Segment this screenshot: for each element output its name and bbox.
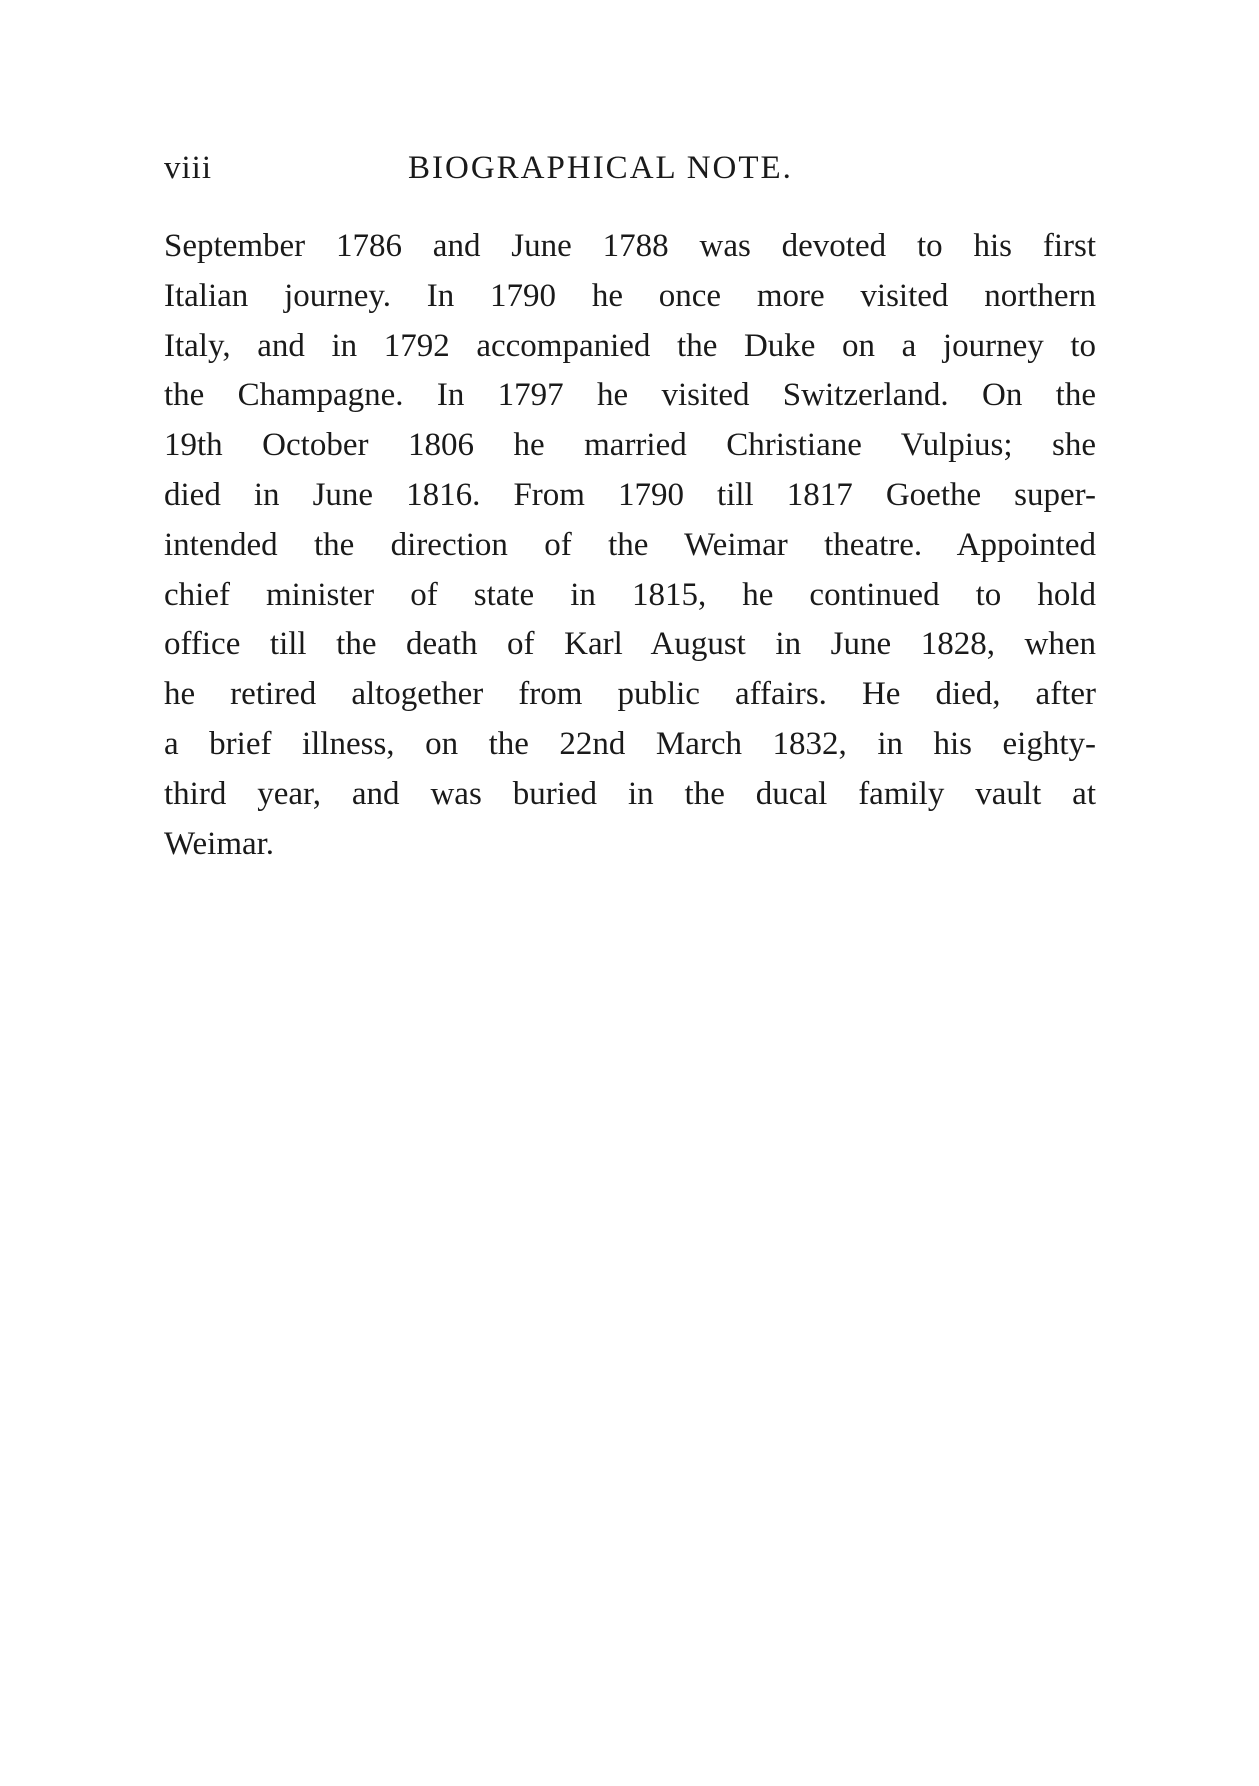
- page-header: [164, 150, 1096, 200]
- text-line: died in June 1816. From 1790 till 1817 Goethe super-: [164, 476, 1096, 513]
- text-line: chief minister of state in 1815, he continued to hold: [164, 576, 1096, 613]
- text-line: intended the direction of the Weimar theatre. Appointed: [164, 526, 1096, 563]
- text-line: September 1786 and June 1788 was devoted to his first: [164, 228, 1096, 264]
- body-paragraph: [164, 222, 1096, 869]
- text-line: Weimar.: [164, 825, 275, 862]
- text-line: third year, and was buried in the ducal family vault at: [164, 775, 1096, 812]
- text-line: the Champagne. In 1797 he visited Switzerland. On the: [164, 377, 1096, 414]
- page-number: viii: [164, 150, 213, 186]
- text-line: Italian journey. In 1790 he once more visited northern: [164, 277, 1096, 314]
- text-line: office till the death of Karl August in June 1828, when: [164, 626, 1096, 663]
- text-line: a brief illness, on the 22nd March 1832, in his eighty-: [164, 725, 1096, 762]
- text-line: Italy, and in 1792 accompanied the Duke on a journey to: [164, 327, 1096, 364]
- text-line: 19th October 1806 he married Christiane Vulpius; she: [164, 427, 1096, 464]
- text-line: he retired altogether from public affairs. He died, after: [164, 676, 1096, 713]
- running-title: BIOGRAPHICAL NOTE.: [408, 150, 793, 186]
